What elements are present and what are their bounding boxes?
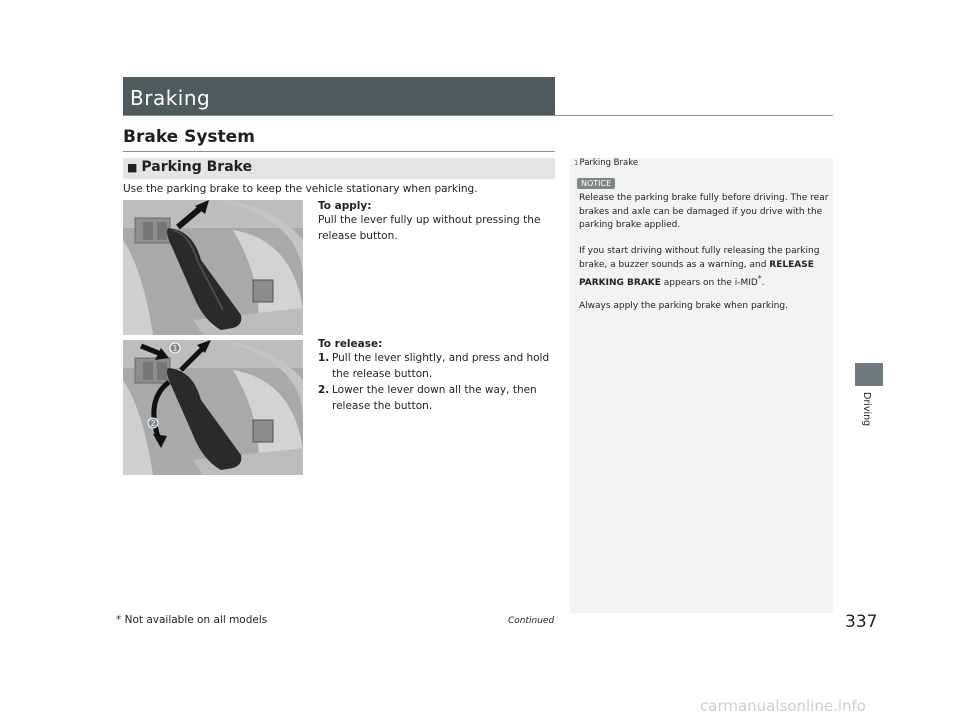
chapter-tab-label: Driving <box>861 392 872 427</box>
chapter-tab[interactable] <box>855 363 883 386</box>
release-heading: To release: <box>318 338 383 350</box>
release-instructions <box>318 338 552 414</box>
parking-brake-release-image <box>123 340 303 475</box>
subsection-title <box>127 159 252 175</box>
apply-text: Pull the lever fully up without pressing the release button. <box>318 214 541 242</box>
reference-mark-icon: 1 <box>574 159 579 167</box>
square-bullet-icon: ■ <box>127 161 138 174</box>
watermark: carmanualsonline.info <box>700 697 866 715</box>
apply-heading: To apply: <box>318 200 372 212</box>
subsection-title-text: Parking Brake <box>141 159 253 175</box>
divider <box>123 115 833 116</box>
apply-instructions <box>318 200 548 244</box>
divider <box>123 151 555 152</box>
sidebar-paragraph: Release the parking brake fully before driving. The rear brakes and axle can be damaged if you drive with the parking brake applied. <box>579 193 829 230</box>
footnote: * Not available on all models <box>116 614 268 626</box>
release-steps <box>318 350 552 414</box>
intro-text: Use the parking brake to keep the vehicle stationary when parking. <box>123 183 478 195</box>
parking-brake-apply-image <box>123 200 303 335</box>
section-title: Braking <box>130 86 211 110</box>
sidebar-label: 1Parking Brake <box>574 158 639 168</box>
callout-2: 2 <box>150 419 156 428</box>
callout-1: 1 <box>172 344 178 353</box>
page-heading: Brake System <box>123 127 255 147</box>
release-step: 1. Pull the lever slightly, and press and hold the release button. <box>318 352 550 380</box>
page-number: 337 <box>845 612 878 632</box>
sidebar-paragraph: Always apply the parking brake when parking. <box>579 301 788 311</box>
notice-badge: NOTICE <box>577 178 615 189</box>
release-step: 2. Lower the lever down all the way, then release the button. <box>318 384 537 412</box>
continued-label: Continued <box>508 616 555 626</box>
sidebar-paragraph: If you start driving without fully releasing the parking brake, a buzzer sounds as a warning, and RELEASE PARKING BRAKE appears on the i-MID*. <box>579 246 820 288</box>
